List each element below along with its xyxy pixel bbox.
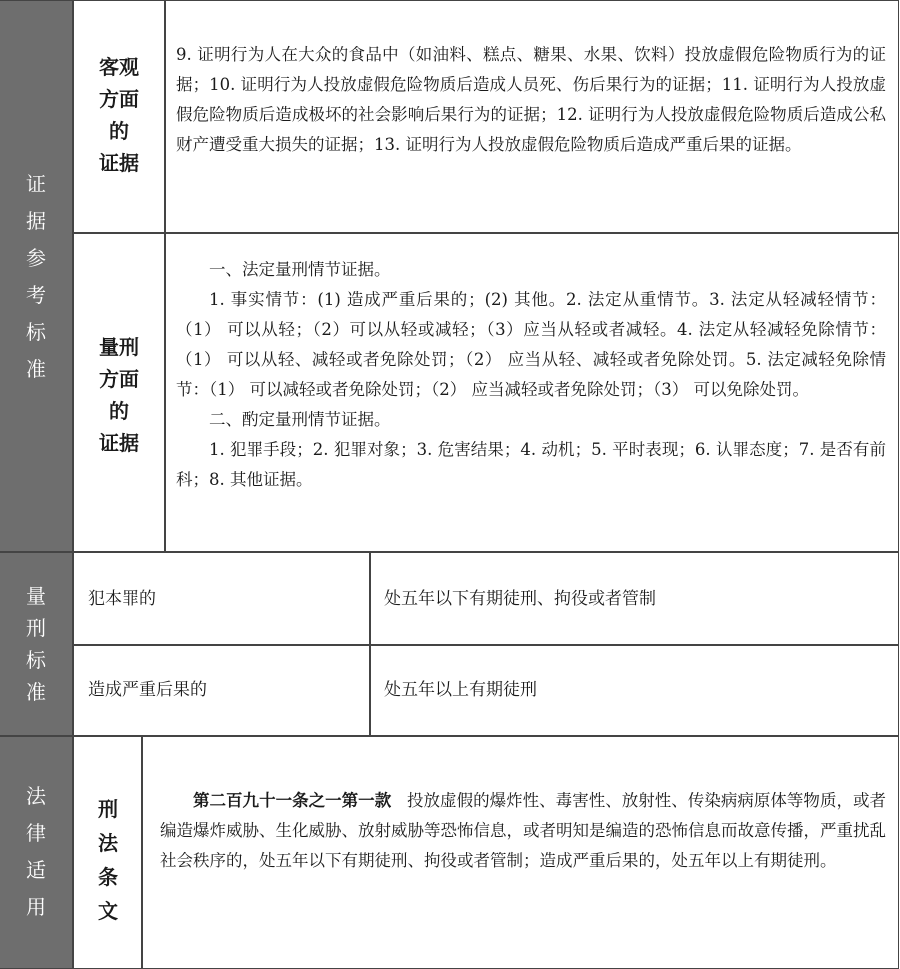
criminal-law-article-text (160, 786, 886, 876)
article-body: 投放虚假的爆炸性、毒害性、放射性、传染病病原体等物质，或者编造爆炸威胁、生化威胁、放射威胁等恐怖信息，或者明知是编造的恐怖信息而故意传播，严重扰乱社会秩序的，处五年以下有期徒刑、拘役或者管制；造成严重后果的，处五年以上有期徒刑。 (160, 791, 887, 870)
divider (0, 735, 899, 737)
sentencing-discretionary-heading: 二、酌定量刑情节证据。 (209, 410, 391, 429)
criminal-law-article-label: 刑 法 条 文 (98, 797, 118, 923)
divider (369, 551, 371, 735)
divider (72, 232, 899, 234)
penalty-condition-1: 犯本罪的 (88, 589, 156, 609)
side-label-law: 法律适用 (0, 736, 72, 968)
divider (72, 644, 899, 646)
divider (164, 0, 166, 551)
side-label-evidence: 证据参考标准 (0, 1, 72, 552)
divider (0, 551, 899, 553)
sentencing-statutory-items: 1. 事实情节：(1) 造成严重后果的；(2) 其他。2. 法定从重情节。3. 法定从轻减轻情节：（1） 可以从轻；（2）可以从轻或减轻；（3）应当从轻或者减轻。4. 法定从轻减轻免除情节：（1） 可以从轻、减轻或者免除处罚；（2） 应当从轻、减轻或者免除处罚。5. 法定减轻免除情节：（1） 可以减轻或者免除处罚；（2） 应当减轻或者免除处罚；（3） 可以免除处罚。 (176, 290, 886, 399)
penalty-sentence-1: 处五年以下有期徒刑、拘役或者管制 (384, 589, 656, 609)
article-title: 第二百九十一条之一第一款 (193, 791, 392, 810)
objective-evidence-label: 客观 方面 的 证据 (99, 55, 139, 175)
penalty-condition-2: 造成严重后果的 (88, 680, 207, 700)
divider (141, 735, 143, 969)
sentencing-evidence-label: 量刑 方面 的 证据 (99, 335, 139, 455)
side-label-penalty: 量刑标准 (0, 553, 72, 735)
sentencing-statutory-heading: 一、法定量刑情节证据。 (209, 260, 391, 279)
objective-evidence-text: 9. 证明行为人在大众的食品中（如油料、糕点、糖果、水果、饮料）投放虚假危险物质行为的证据；10. 证明行为人投放虚假危险物质后造成人员死、伤后果行为的证据；11. 证明行为人投放虚假危险物质后造成极坏的社会影响后果行为的证据；12. 证明行为人投放虚假危险物质后造成公私财产遭受重大损失的证据；13. 证明行为人投放虚假危险物质后造成严重后果的证据。 (176, 45, 886, 154)
sentencing-discretionary-items: 1. 犯罪手段；2. 犯罪对象；3. 危害结果；4. 动机；5. 平时表现；6. 认罪态度；7. 是否有前科；8. 其他证据。 (176, 440, 886, 489)
penalty-sentence-2: 处五年以上有期徒刑 (384, 680, 537, 700)
sentencing-evidence-text (176, 255, 886, 495)
